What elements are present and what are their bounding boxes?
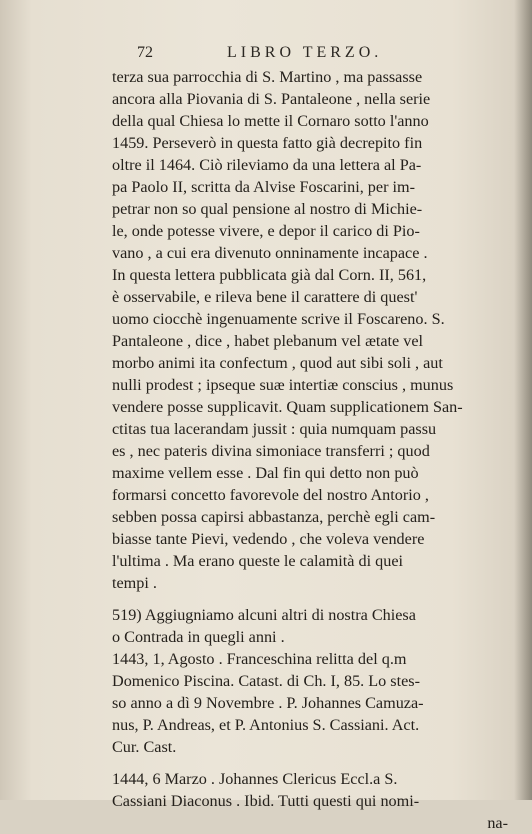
text-line: sebben possa capirsi abbastanza, perchè egli cam- xyxy=(112,508,436,526)
text-line: vano , a cui era divenuto onninamente incapace . xyxy=(112,244,428,262)
text-line: le, onde potesse vivere, e depor il carico di Pio- xyxy=(112,222,420,240)
body-text xyxy=(112,66,512,834)
text-line: o Contrada in quegli anni . xyxy=(112,628,285,646)
text-line: petrar non so qual pensione al nostro di Michie- xyxy=(112,200,423,218)
text-line: terza sua parrocchia di S. Martino , ma passasse xyxy=(112,68,423,86)
text-line: l'ultima . Ma erano queste le calamità di quei xyxy=(112,552,404,570)
text-line: Cassiani Diaconus . Ibid. Tutti questi qui nomi- xyxy=(112,792,420,810)
text-line: morbo animi ita confectum , quod aut sibi soli , aut xyxy=(112,354,443,372)
text-line: ancora alla Piovania di S. Pantaleone , nella serie xyxy=(112,90,431,108)
text-line: biasse tante Pievi, vedendo , che voleva vendere xyxy=(112,530,425,548)
text-line: 519) Aggiugniamo alcuni altri di nostra Chiesa xyxy=(112,606,416,624)
page-number: 72 xyxy=(137,44,153,61)
text-line: uomo ciocchè ingenuamente scrive il Foscareno. S. xyxy=(112,310,445,328)
text-line: 1459. Perseverò in questa fatto già decrepito fin xyxy=(112,134,423,152)
text-line: In questa lettera pubblicata già dal Corn. II, 561, xyxy=(112,266,427,284)
text-line: so anno a dì 9 Novembre . P. Johannes Camuza- xyxy=(112,694,424,712)
text-line: oltre il 1464. Ciò rileviamo da una lettera al Pa- xyxy=(112,156,422,174)
text-line: ctitas tua lacerandam jussit : quia numquam passu xyxy=(112,420,437,438)
catchword: na- xyxy=(487,814,508,832)
text-line: nus, P. Andreas, et P. Antonius S. Cassiani. Act. xyxy=(112,716,420,734)
page-edge-shadow xyxy=(514,0,532,800)
paragraph-gap xyxy=(112,758,512,768)
text-line: è osservabile, e rileva bene il carattere di quest' xyxy=(112,288,418,306)
text-line: 1444, 6 Marzo . Johannes Clericus Eccl.a S. xyxy=(112,770,398,788)
text-line: tempi . xyxy=(112,574,157,592)
text-line: Pantaleone , dice , habet plebanum vel ætate vel xyxy=(112,332,424,350)
text-line: nulli prodest ; ipseque suæ intertiæ conscius , munus xyxy=(112,376,454,394)
text-line: formarsi concetto favorevole del nostro Antorio , xyxy=(112,486,429,504)
text-line: maxime vellem esse . Dal fin qui detto non può xyxy=(112,464,419,482)
text-line: della qual Chiesa lo mette il Cornaro sotto l'anno xyxy=(112,112,429,130)
text-line: Domenico Piscina. Catast. di Ch. I, 85. Lo stes- xyxy=(112,672,420,690)
text-line: pa Paolo II, scritta da Alvise Foscarini, per im- xyxy=(112,178,415,196)
page-header xyxy=(137,44,422,64)
text-line: Cur. Cast. xyxy=(112,738,177,756)
paragraph-gap xyxy=(112,594,512,604)
text-line: 1443, 1, Agosto . Franceschina relitta del q.m xyxy=(112,650,407,668)
text-line: vendere posse supplicavit. Quam supplicationem San- xyxy=(112,398,463,416)
running-title: LIBRO TERZO. xyxy=(227,44,383,61)
text-line: es , nec pateris divina simoniace transferri ; quod xyxy=(112,442,430,460)
